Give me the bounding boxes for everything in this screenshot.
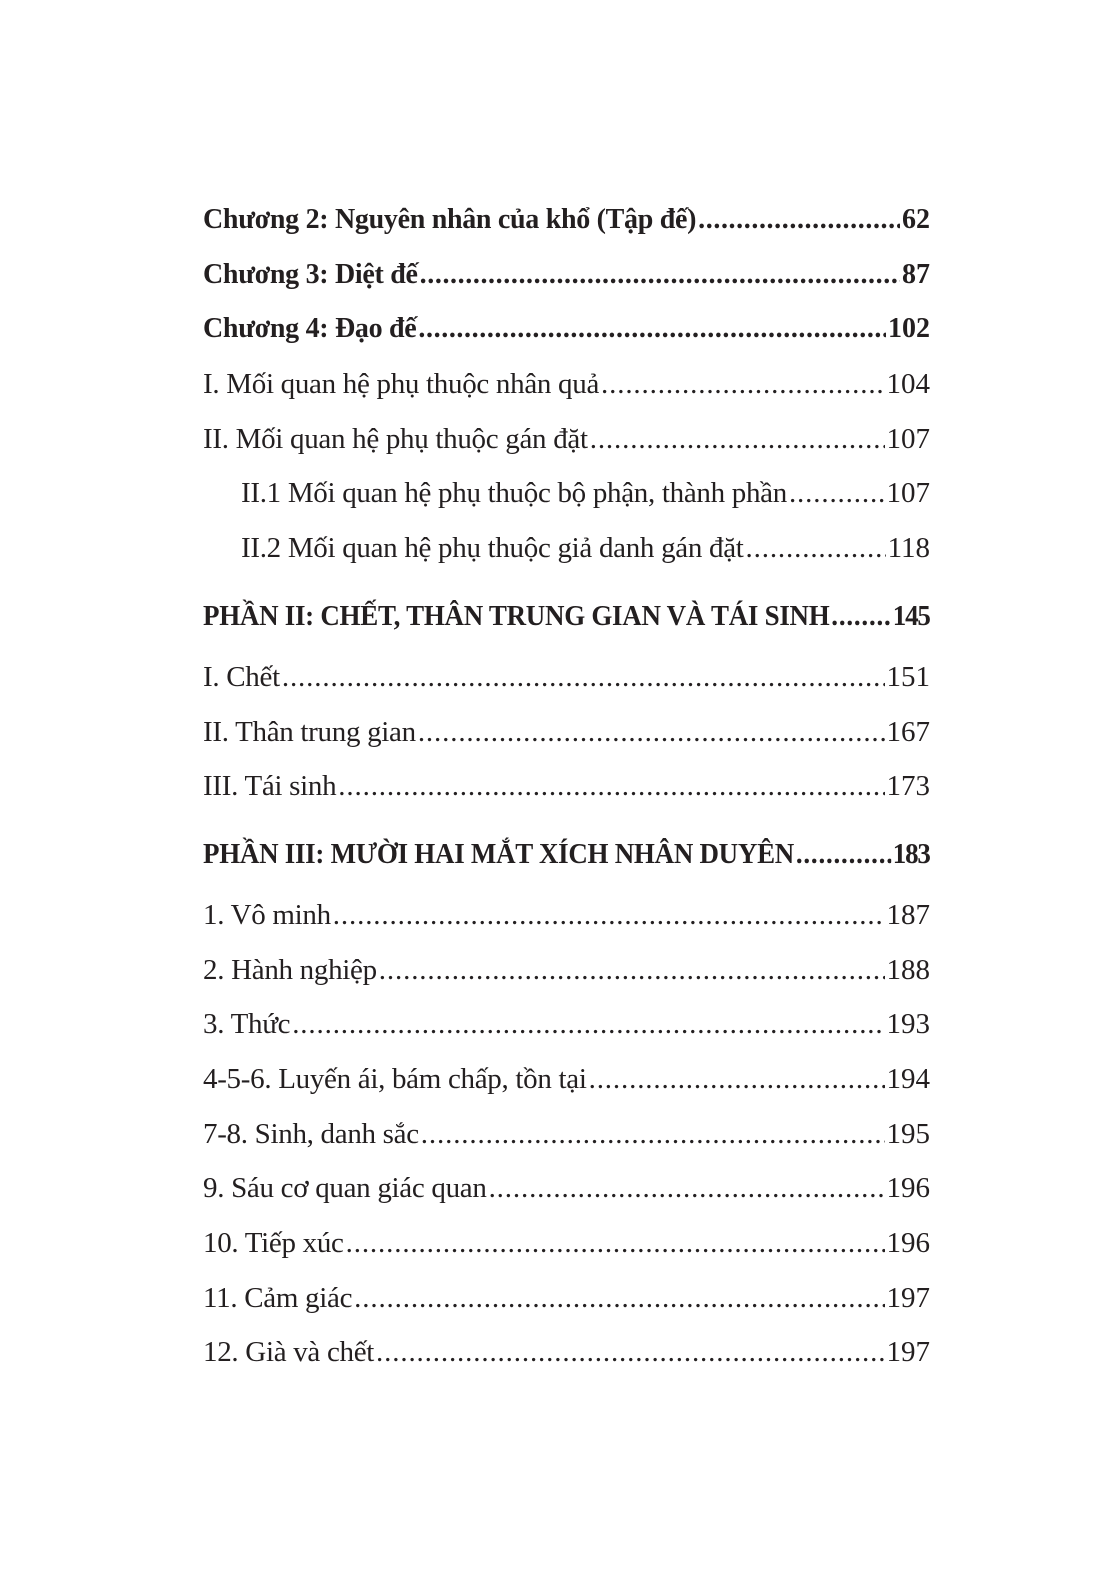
toc-entry-page: 187 xyxy=(886,898,930,931)
dot-leader xyxy=(796,820,891,888)
toc-entry-page: 195 xyxy=(886,1117,930,1150)
dot-leader xyxy=(354,1271,884,1326)
toc-entry-section[interactable] xyxy=(203,357,930,412)
dot-leader xyxy=(292,997,884,1052)
toc-entry-label: Chương 4: Đạo đế xyxy=(203,313,417,345)
toc-entry-label: II. Mối quan hệ phụ thuộc gán đặt xyxy=(203,422,588,455)
toc-entry-part-3[interactable] xyxy=(203,820,930,888)
toc-entry-page: 197 xyxy=(886,1336,930,1369)
toc-entry-subsection[interactable] xyxy=(203,521,930,576)
dot-leader xyxy=(379,943,885,998)
toc-entry-label: Chương 3: Diệt đế xyxy=(203,258,418,290)
table-of-contents xyxy=(203,193,930,1380)
toc-entry-label: 2. Hành nghiệp xyxy=(203,953,377,986)
toc-entry-section[interactable] xyxy=(203,650,930,705)
dot-leader xyxy=(698,193,900,248)
toc-entry-page: 183 xyxy=(892,837,930,870)
toc-entry-page: 151 xyxy=(886,660,930,693)
dot-leader xyxy=(282,650,885,705)
toc-entry-section[interactable] xyxy=(203,759,930,814)
dot-leader xyxy=(346,1216,885,1271)
dot-leader xyxy=(601,357,884,412)
dot-leader xyxy=(418,705,885,760)
toc-entry-section[interactable] xyxy=(203,1161,930,1216)
toc-entry-section[interactable] xyxy=(203,888,930,943)
toc-entry-label: 10. Tiếp xúc xyxy=(203,1227,344,1259)
dot-leader xyxy=(376,1325,884,1380)
toc-entry-label: 1. Vô minh xyxy=(203,898,331,931)
dot-leader xyxy=(589,1052,885,1107)
toc-entry-label: I. Chết xyxy=(203,660,280,693)
toc-entry-label: II.1 Mối quan hệ phụ thuộc bộ phận, thành phần xyxy=(241,477,787,510)
toc-entry-chapter-4[interactable] xyxy=(203,302,930,357)
dot-leader xyxy=(831,582,891,650)
toc-entry-page: 197 xyxy=(886,1281,930,1314)
toc-entry-subsection[interactable] xyxy=(203,466,930,521)
toc-entry-page: 188 xyxy=(886,953,930,986)
toc-entry-page: 173 xyxy=(886,770,930,803)
toc-entry-page: 107 xyxy=(886,422,930,455)
toc-entry-section[interactable] xyxy=(203,412,930,467)
dot-leader xyxy=(746,521,886,576)
toc-entry-page: 167 xyxy=(886,715,930,748)
dot-leader xyxy=(789,466,885,521)
toc-entry-page: 196 xyxy=(886,1172,930,1205)
dot-leader xyxy=(489,1161,885,1216)
toc-entry-section[interactable] xyxy=(203,997,930,1052)
toc-entry-label: 12. Già và chết xyxy=(203,1336,375,1369)
toc-entry-page: 104 xyxy=(886,368,930,401)
toc-entry-section[interactable] xyxy=(203,705,930,760)
toc-entry-section[interactable] xyxy=(203,1107,930,1162)
dot-leader xyxy=(590,412,885,467)
toc-entry-page: 193 xyxy=(886,1008,930,1041)
toc-entry-section[interactable] xyxy=(203,943,930,998)
toc-entry-page: 102 xyxy=(888,313,930,345)
dot-leader xyxy=(333,888,885,943)
toc-entry-section[interactable] xyxy=(203,1216,930,1271)
toc-entry-section[interactable] xyxy=(203,1052,930,1107)
toc-entry-label: PHẦN III: MƯỜI HAI MẮT XÍCH NHÂN DUYÊN xyxy=(203,837,794,870)
toc-entry-page: 196 xyxy=(886,1227,930,1259)
toc-entry-page: 107 xyxy=(886,477,930,510)
dot-leader xyxy=(338,759,884,814)
toc-entry-page: 194 xyxy=(886,1062,930,1095)
toc-entry-label: 7-8. Sinh, danh sắc xyxy=(203,1117,419,1150)
toc-entry-page: 87 xyxy=(902,258,930,290)
toc-entry-label: 3. Thức xyxy=(203,1008,291,1041)
toc-entry-label: III. Tái sinh xyxy=(203,770,337,803)
toc-entry-chapter-2[interactable] xyxy=(203,193,930,248)
dot-leader xyxy=(418,302,886,357)
toc-entry-page: 62 xyxy=(902,204,930,235)
toc-entry-section[interactable] xyxy=(203,1325,930,1380)
toc-entry-label: 4-5-6. Luyến ái, bám chấp, tồn tại xyxy=(203,1062,587,1095)
toc-entry-chapter-3[interactable] xyxy=(203,248,930,303)
toc-entry-label: II.2 Mối quan hệ phụ thuộc giả danh gán đặt xyxy=(241,532,744,565)
toc-entry-label: PHẦN II: CHẾT, THÂN TRUNG GIAN VÀ TÁI SINH xyxy=(203,599,830,632)
toc-entry-page: 145 xyxy=(892,599,930,632)
toc-entry-part-2[interactable] xyxy=(203,582,930,650)
toc-entry-label: Chương 2: Nguyên nhân của khổ (Tập đế) xyxy=(203,204,697,235)
dot-leader xyxy=(420,248,900,303)
toc-entry-label: 11. Cảm giác xyxy=(203,1281,353,1314)
toc-entry-label: I. Mối quan hệ phụ thuộc nhân quả xyxy=(203,368,600,401)
toc-entry-section[interactable] xyxy=(203,1271,930,1326)
dot-leader xyxy=(421,1107,885,1162)
toc-entry-label: II. Thân trung gian xyxy=(203,715,416,748)
toc-entry-label: 9. Sáu cơ quan giác quan xyxy=(203,1172,487,1205)
toc-entry-page: 118 xyxy=(887,532,930,565)
